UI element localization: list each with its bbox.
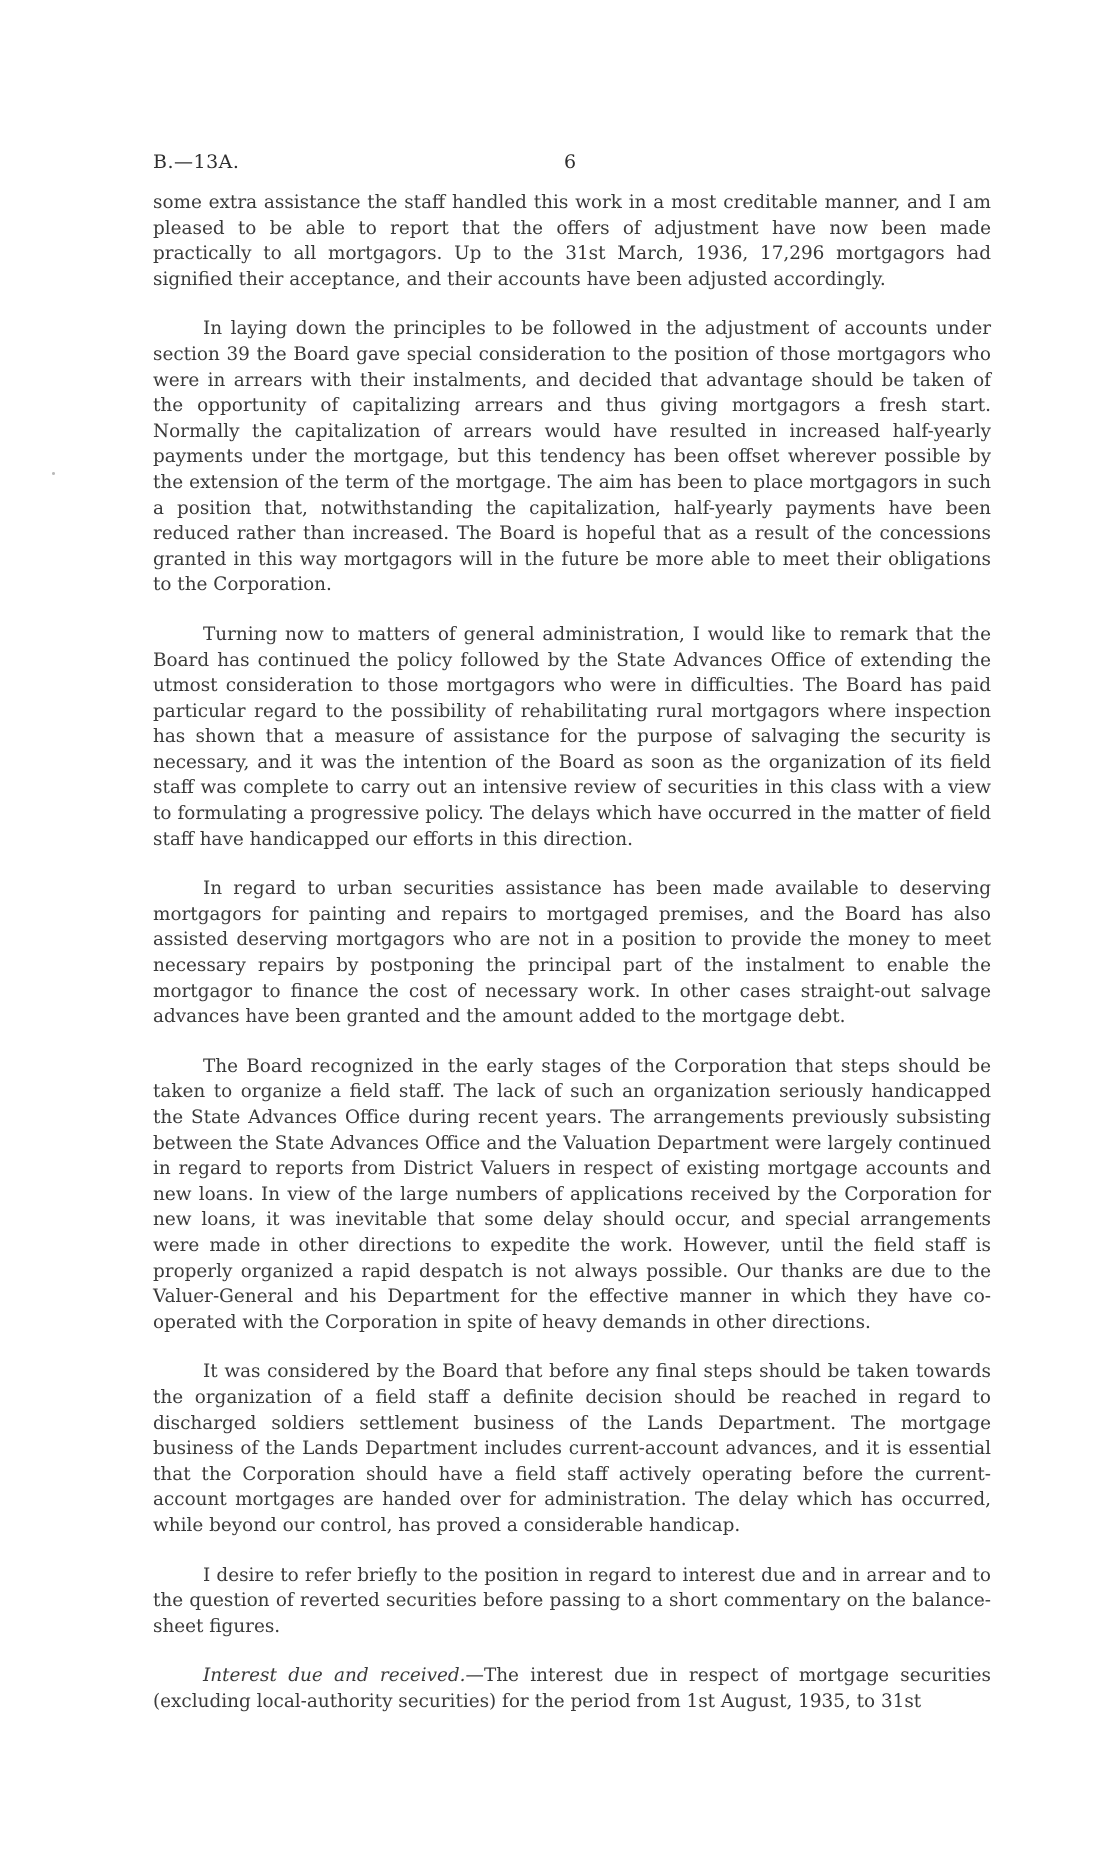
paragraph: The Board recognized in the early stages of the Corporation that steps should be taken to organize a field staff. The lack of such an organization seriously handicapped the State Advances Office during recent years. The arrangements previously subsisting between the State Advances Office and the Valuation Department were largely continued in regard to reports from District Valuers in respect of existing mortgage accounts and new loans. In view of the large numbers of applications received by the Corporation for new loans, it was inevitable that some delay should occur, and special arrangements were made in other directions to expedite the work. However, until the field staff is properly organized a rapid despatch is not always possible. Our thanks are due to the Valuer-General and his Department for the effective manner in which they have co-operated with the Corporation in spite of heavy demands in other directions. [153, 1055, 991, 1333]
paragraph: In regard to urban securities assistance has been made available to deserving mortgagors for painting and repairs to mortgaged premises, and the Board has also assisted deserving mortgagors who are not in a position to provide the money to meet necessary repairs by postponing the principal part of the instalment to enable the mortgagor to finance the cost of necessary work. In other cases straight-out salvage advances have been granted and the amount added to the mortgage debt. [153, 878, 991, 1028]
paragraph-interest [153, 1663, 991, 1714]
paragraph: Turning now to matters of general administration, I would like to remark that the Board has continued the policy followed by the State Advances Office of extending the utmost consideration to those mortgagors who were in difficulties. The Board has paid particular regard to the possibility of rehabilitating rural mortgagors where inspection has shown that a measure of assistance for the purpose of salvaging the security is necessary, and it was the intention of the Board as soon as the organization of its field staff was complete to carry out an intensive review of securities in this class with a view to formulating a progressive policy. The delays which have occurred in the matter of field staff have handicapped our efforts in this direction. [153, 623, 991, 850]
paragraph-text: —The interest due in respect of mortgage securities (excluding local-authority securities) for the period from 1st August, 1935, to 31st [153, 1665, 991, 1712]
body-text [153, 190, 991, 1738]
paragraph: It was considered by the Board that before any final steps should be taken towards the organization of a field staff a definite decision should be reached in regard to discharged soldiers settlement business of the Lands Department. The mortgage business of the Lands Department includes current-account advances, and it is essential that the Corporation should have a field staff actively operating before the current-account mortgages are handed over for administration. The delay which has occurred, while beyond our control, has proved a considerable handicap. [153, 1361, 991, 1536]
section-heading: Interest due and received. [203, 1665, 466, 1687]
margin-speck [52, 472, 55, 475]
page-header [153, 151, 993, 179]
page-number: 6 [564, 151, 577, 173]
paragraph: some extra assistance the staff handled this work in a most creditable manner, and I am pleased to be able to report that the offers of adjustment have now been made practically to all mortgagors. Up to the 31st March, 1936, 17,296 mortgagors had signified their acceptance, and their accounts have been adjusted accordingly. [153, 192, 991, 290]
paragraph: I desire to refer briefly to the position in regard to interest due and in arrear and to the question of reverted securities before passing to a short commentary on the balance-sheet figures. [153, 1564, 991, 1637]
document-reference: B.—13A. [153, 151, 240, 173]
paragraph: In laying down the principles to be followed in the adjustment of accounts under section 39 the Board gave special consideration to the position of those mortgagors who were in arrears with their instalments, and decided that advantage should be taken of the opportunity of capitalizing arrears and thus giving mortgagors a fresh start. Normally the capitalization of arrears would have resulted in increased half-yearly payments under the mortgage, but this tendency has been offset wherever possible by the extension of the term of the mortgage. The aim has been to place mortgagors in such a position that, notwithstanding the capitalization, half-yearly payments have been reduced rather than increased. The Board is hopeful that as a result of the concessions granted in this way mortgagors will in the future be more able to meet their obligations to the Corporation. [153, 318, 991, 596]
